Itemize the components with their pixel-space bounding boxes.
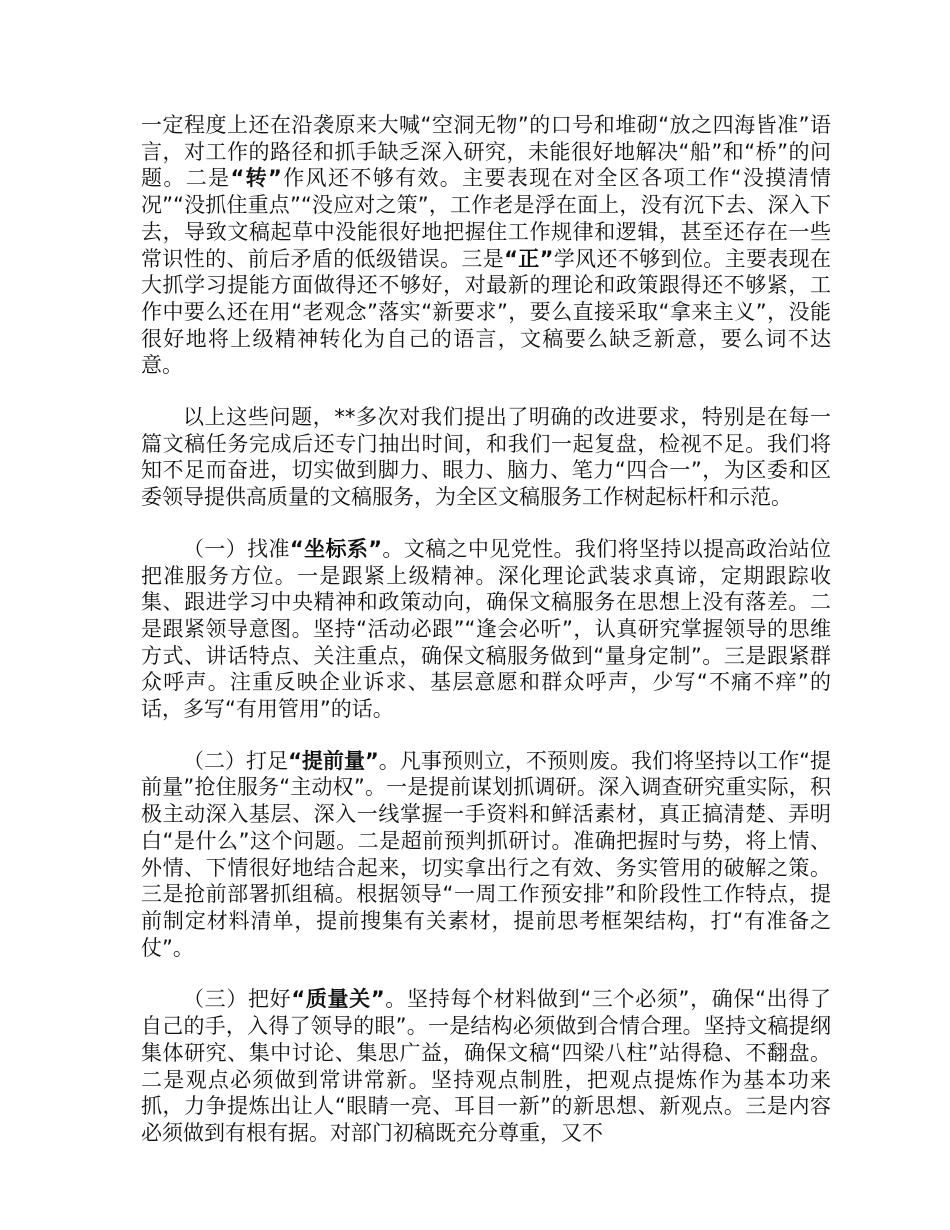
- text-segment: 。坚持每个材料做到“三个必须”，确保“出得了自己的手，入得了领导的眼”。一是结构必须做到合情合理。坚持文稿提纲集体研究、集中讨论、集思广益，确保文稿“四梁八柱”站得稳、不翻盘。二是观点必须做到常讲常新。坚持观点制胜，把观点提炼作为基本功来抓，力争提炼出让人“眼睛一亮、耳目一新”的新思想、新观点。三是内容必须做到有根有据。对部门初稿既充分尊重，又不: [141, 987, 832, 1145]
- text-segment: 。文稿之中见党性。我们将坚持以提高政治站位把准服务方位。一是跟紧上级精神。深化理论武装求真谛，定期跟踪收集、跟进学习中央精神和政策动向，确保文稿服务在思想上没有落差。二是跟紧领导意图。坚持“活动必跟”“逢会必听”，认真研究掌握领导的思维方式、讲话特点、关注重点，确保文稿服务做到“量身定制”。三是跟紧群众呼声。注重反映企业诉求、基层意愿和群众呼声，少写“不痛不痒”的话，多写“有用管用”的话。: [141, 536, 832, 722]
- bold-keyword: “正”: [504, 246, 554, 271]
- paragraph-section-2: [141, 748, 831, 962]
- section-heading-prefix: （二）打足: [183, 748, 289, 773]
- text-segment: 作风还不够有效。主要表现在对全区各项工作“没摸清情况”“没抓住重点”“没应对之策”，工作老是浮在面上，没有沉下去、深入下去，导致文稿起草中没能很好地把握住工作规律和逻辑，甚至还存在一些常识性的、前后矛盾的低级错误。三是: [141, 166, 831, 271]
- text-segment: 一定程度上还在沿袭原来大喊“空洞无物”的口号和堆砌“放之四海皆准”语言，对工作的路径和抓手缺乏深入研究，未能很好地解决“船”和“桥”的问题。二是: [141, 113, 831, 191]
- document-page: [141, 112, 831, 1147]
- paragraph-2: [141, 404, 831, 511]
- text-segment: 以上这些问题，**多次对我们提出了明确的改进要求，特别是在每一篇文稿任务完成后还专门抽出时间，和我们一起复盘，检视不足。我们将知不足而奋进，切实做到脚力、眼力、脑力、笔力“四合一”，为区委和区委领导提供高质量的文稿服务，为全区文稿服务工作树起标杆和示范。: [141, 405, 831, 510]
- bold-keyword: “提前量”: [288, 748, 379, 773]
- bold-keyword: “坐标系”: [289, 536, 383, 561]
- bold-keyword: “质量关”: [291, 987, 385, 1012]
- paragraph-section-3: [141, 986, 831, 1146]
- bold-keyword: “转”: [230, 166, 282, 191]
- text-segment: 。凡事预则立，不预则废。我们将坚持以工作“提前量”抢住服务“主动权”。一是提前谋划抓调研。深入调查研究重实际，积极主动深入基层、深入一线掌握一手资料和鲜活素材，真正搞清楚、弄明白“是什么”这个问题。二是超前预判抓研讨。准确把握时与势，将上情、外情、下情很好地结合起来，切实拿出行之有效、务实管用的破解之策。三是抢前部署抓组稿。根据领导“一周工作预安排”和阶段性工作特点，提前制定材料清单，提前搜集有关素材，提前思考框架结构，打“有准备之仗”。: [141, 748, 831, 960]
- paragraph-1: [141, 112, 831, 379]
- text-segment: 学风还不够到位。主要表现在大抓学习提能方面做得还不够好，对最新的理论和政策跟得还不够紧，工作中要么还在用“老观念”落实“新要求”，要么直接采取“拿来主义”，没能很好地将上级精神转化为自己的语言，文稿要么缺乏新意，要么词不达意。: [141, 246, 832, 378]
- paragraph-section-1: [141, 536, 831, 723]
- section-heading-prefix: （三）把好: [183, 987, 292, 1012]
- section-heading-prefix: （一）找准: [183, 536, 290, 561]
